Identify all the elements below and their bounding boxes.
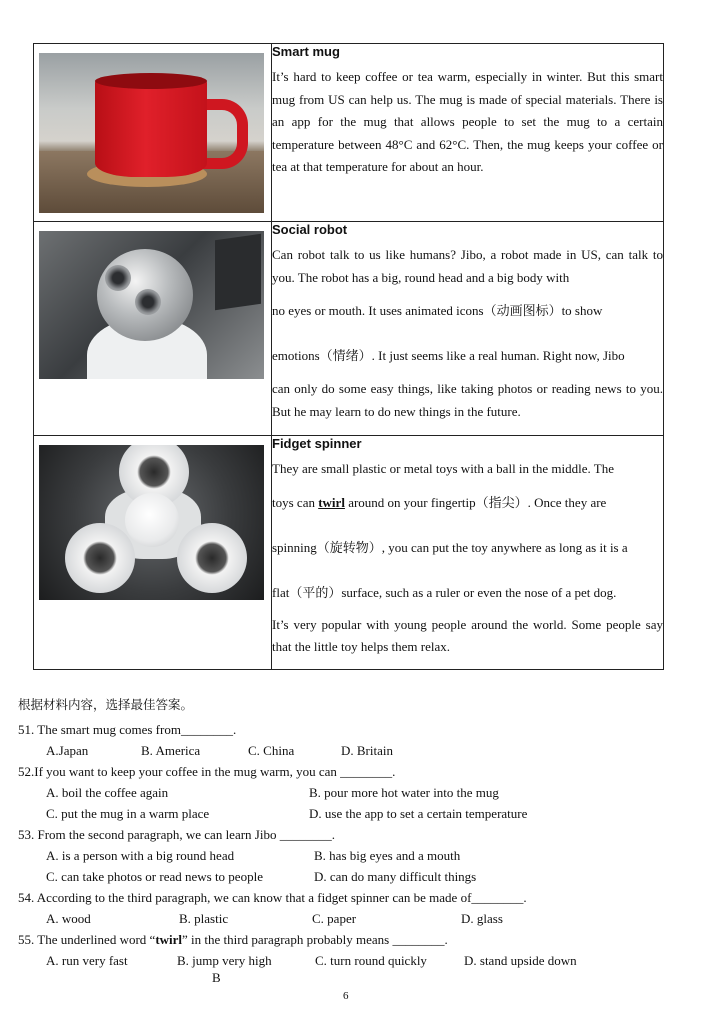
red-mug: [95, 79, 207, 177]
option: A.Japan: [46, 743, 89, 758]
question-options: [18, 866, 688, 887]
answer-mark: B: [212, 970, 221, 985]
paragraph-line: [272, 492, 663, 514]
item-row-smart-mug: [34, 44, 664, 222]
text-span: 55. The underlined word “: [18, 932, 156, 947]
paragraph-line: emotions（情绪）. It just seems like a real human. Right now, Jibo: [272, 347, 625, 363]
question-stem: 52.If you want to keep your coffee in the mug warm, you can ________.: [18, 764, 396, 779]
keyword: twirl: [155, 932, 183, 947]
option: B. has big eyes and a mouth: [314, 848, 461, 863]
question-stem: 53. From the second paragraph, we can learn Jibo ________.: [18, 827, 335, 842]
spinner-hub: [125, 493, 179, 547]
social-robot-image: [39, 231, 264, 379]
robot-eye-icon: [135, 289, 161, 315]
option: C. put the mug in a warm place: [46, 806, 210, 821]
question-options: [18, 740, 688, 761]
image-cell: [34, 436, 272, 670]
text-span: around on your fingertip（指尖）. Once they are: [344, 495, 607, 510]
option: D. use the app to set a certain temperature: [309, 806, 528, 821]
robot-eye-icon: [105, 265, 131, 291]
smart-mug-image: [39, 53, 264, 213]
text-span: ” in the third paragraph probably means ________.: [182, 932, 448, 947]
option: A. is a person with a big round head: [46, 848, 235, 863]
question-stem: 54. According to the third paragraph, we can know that a fidget spinner can be made of________.: [18, 890, 527, 905]
text-cell: [272, 222, 664, 436]
underlined-keyword: twirl: [318, 495, 345, 510]
product-box: [215, 234, 261, 310]
option: C. paper: [312, 911, 357, 926]
option: A. boil the coffee again: [46, 785, 169, 800]
text-span: toys can: [272, 495, 319, 510]
paragraph-line: Can robot talk to us like humans? Jibo, a robot made in US, can talk to you. The robot has a big, round head and a big body with: [272, 247, 663, 285]
option: D. Britain: [341, 743, 393, 758]
paragraph-line: can only do some easy things, like taking photos or reading news to you. But he may learn to do new things in the future.: [272, 381, 663, 419]
question-options: [18, 803, 688, 824]
page-number: 6: [343, 990, 349, 1002]
paragraph-line: flat（平的）surface, such as a ruler or even the nose of a pet dog.: [272, 585, 617, 600]
option: A. wood: [46, 911, 91, 926]
questions-section: [18, 695, 688, 971]
question-options: [18, 908, 688, 929]
paragraph-line: They are small plastic or metal toys with a ball in the middle. The: [272, 461, 615, 476]
text-cell: [272, 436, 664, 670]
item-title: Social robot: [272, 222, 348, 237]
reading-table: [33, 43, 664, 670]
item-row-fidget-spinner: [34, 436, 664, 670]
option: B. America: [141, 743, 201, 758]
question-options: [18, 845, 688, 866]
text-cell: [272, 44, 664, 222]
item-text: [272, 244, 663, 423]
option: C. turn round quickly: [315, 953, 427, 968]
paragraph-line: spinning（旋转物）, you can put the toy anywhere as long as it is a: [272, 540, 628, 555]
mug-rim: [95, 73, 207, 89]
paragraph-line: no eyes or mouth. It uses animated icons（动画图标）to show: [272, 303, 603, 318]
image-cell: [34, 222, 272, 436]
instruction: 根据材料内容，选择最佳答案。: [18, 697, 194, 712]
option: B. pour more hot water into the mug: [309, 785, 499, 800]
question-stem: 51. The smart mug comes from________.: [18, 722, 237, 737]
image-cell: [34, 44, 272, 222]
option: D. glass: [461, 911, 503, 926]
paragraph-line: It’s very popular with young people around the world. Some people say that the little toy helps them relax.: [272, 617, 663, 654]
option: C. China: [248, 743, 295, 758]
item-row-social-robot: [34, 222, 664, 436]
spinner-bearing-icon: [65, 523, 135, 593]
item-title: Smart mug: [272, 44, 340, 59]
option: A. run very fast: [46, 953, 128, 968]
spinner-bearing-icon: [177, 523, 247, 593]
option: C. can take photos or read news to people: [46, 869, 263, 884]
item-text: It’s hard to keep coffee or tea warm, especially in winter. But this smart mug from US can help us. The mug is made of special materials. There is an app for the mug that allows people to set the mug to a certain temperature between 48°C and 62°C. Then, the mug keeps your coffee or tea at that temperature for about an hour.: [272, 69, 663, 174]
option: D. can do many difficult things: [314, 869, 477, 884]
question-options: [18, 782, 688, 803]
question-stem: [18, 929, 688, 950]
item-text: [272, 458, 663, 658]
question-options: [18, 950, 688, 971]
fidget-spinner-image: [39, 445, 264, 600]
option: B. plastic: [179, 911, 229, 926]
item-title: Fidget spinner: [272, 436, 362, 451]
option: B. jump very high: [177, 953, 272, 968]
option: D. stand upside down: [464, 953, 577, 968]
